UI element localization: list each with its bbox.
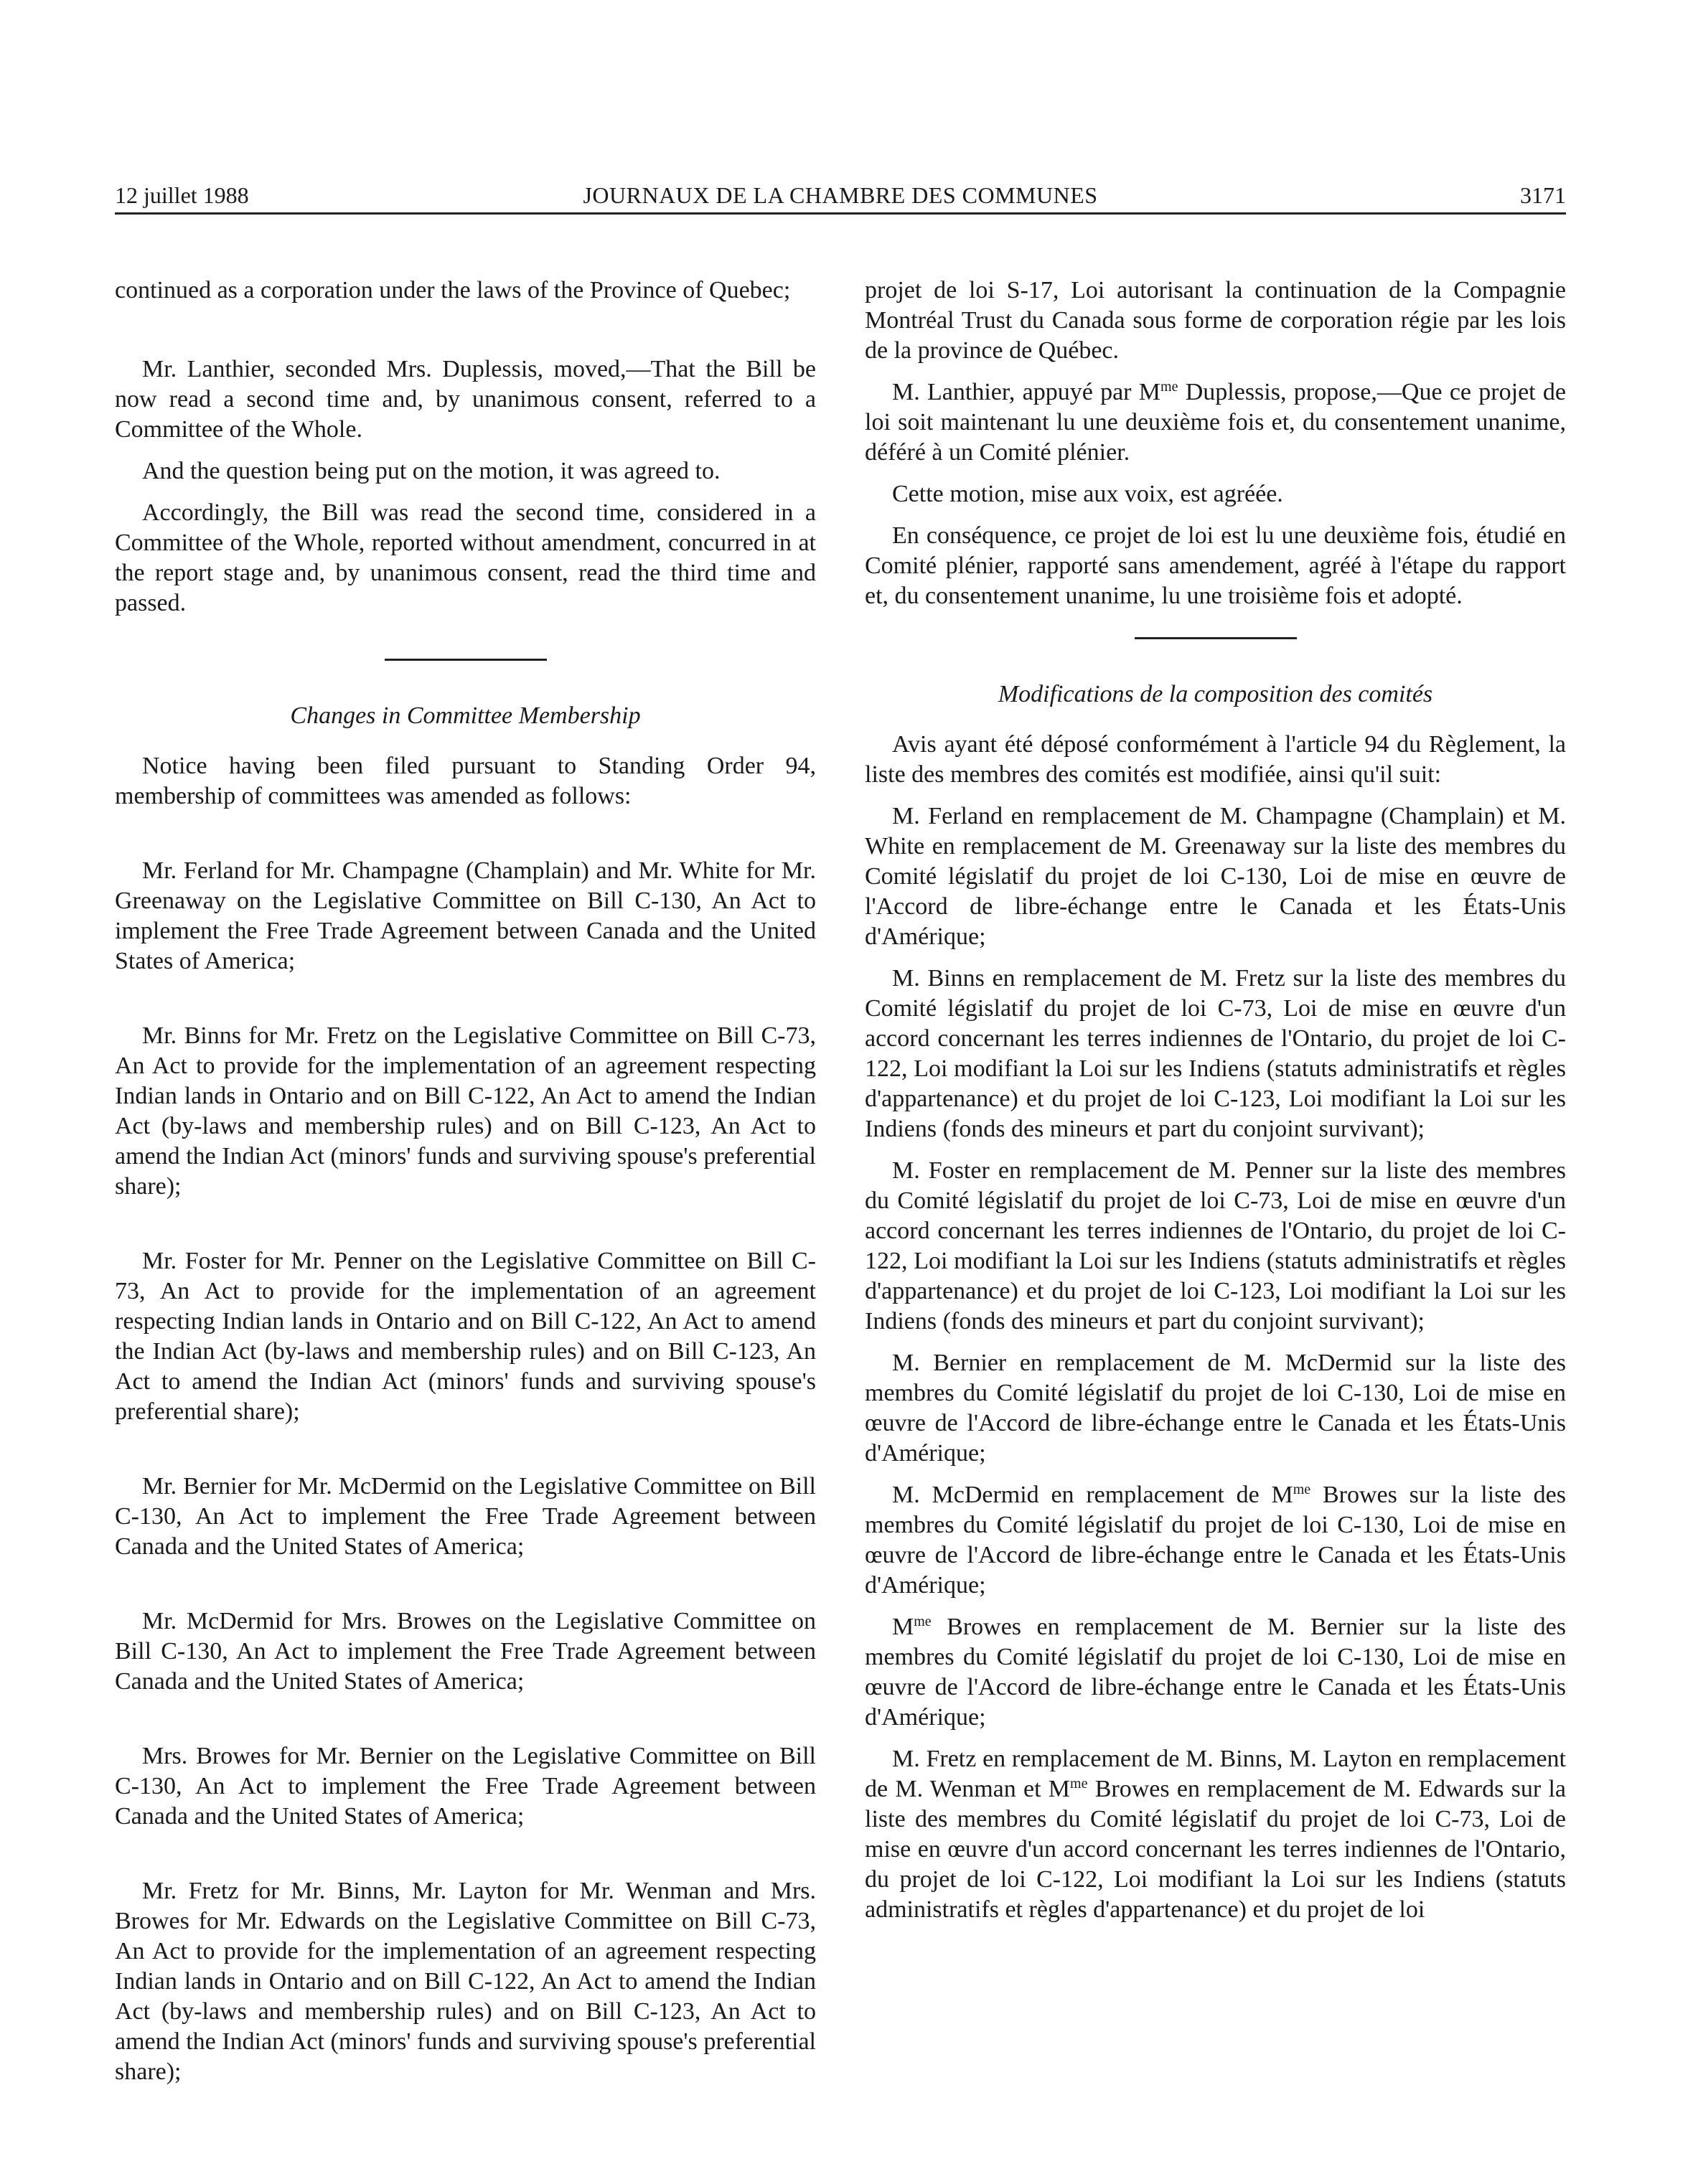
en-paragraph: Mr. McDermid for Mrs. Browes on the Legislative Committee on Bill C-130, An Act to implement the Free Trade Agreement between Canada and the United States of America; [115,1608,816,1695]
fr-text: M. Lanthier, appuyé par M [892,379,1161,405]
fr-paragraph: projet de loi S-17, Loi autorisant la continuation de la Compagnie Montréal Trust du Canada sous forme de corporation régie par les lois de la province de Québec. [865,277,1566,364]
fr-paragraph [865,1744,1566,1925]
en-paragraph: Mrs. Browes for Mr. Bernier on the Legislative Committee on Bill C-130, An Act to implement the Free Trade Agreement between Canada and the United States of America; [115,1743,816,1830]
fr-text: M [892,1614,914,1640]
en-paragraph: And the question being put on the motion, it was agreed to. [142,458,721,484]
fr-paragraph: Cette motion, mise aux voix, est agréée. [892,481,1283,507]
fr-paragraph: Avis ayant été déposé conformément à l'article 94 du Règlement, la liste des membres des comités est modifiée, ainsi qu'il suit: [865,731,1566,788]
en-paragraph: Mr. Ferland for Mr. Champagne (Champlain) and Mr. White for Mr. Greenaway on the Legislative Committee on Bill C-130, An Act to implement the Free Trade Agreement between Canada and the United States of America; [115,857,816,974]
en-section-title: Changes in Committee Membership [290,702,641,729]
fr-text: Browes sur la liste des membres du Comité législatif du projet de loi C-130, Loi de mise en œuvre de l'Accord de libre-échange entre le Canada et les États-Unis d'Amérique; [865,1482,1566,1599]
en-paragraph: Mr. Bernier for Mr. McDermid on the Legislative Committee on Bill C-130, An Act to implement the Free Trade Agreement between Canada and the United States of America; [115,1473,816,1560]
en-paragraph: Mr. Lanthier, seconded Mrs. Duplessis, moved,—That the Bill be now read a second time and, by unanimous consent, referred to a Committee of the Whole. [115,356,816,443]
fr-paragraph [865,377,1566,468]
fr-superscript: me [914,1614,932,1629]
fr-paragraph [865,1612,1566,1733]
fr-section-title: Modifications de la composition des comités [998,681,1433,707]
english-column [115,276,816,2099]
header-title: JOURNAUX DE LA CHAMBRE DES COMMUNES [583,182,1098,208]
fr-superscript: me [1160,379,1178,395]
fr-superscript: me [1070,1776,1088,1792]
fr-text: Browes en remplacement de M. Edwards sur la liste des membres du Comité législatif du projet de loi C-73, Loi de mise en œuvre d'un accord concernant les terres indiennes de l'Ontario, du projet de loi C-122, Loi modifiant la Loi sur les Indiens (statuts administratifs et règles d'appartenance) et du projet de loi [865,1776,1566,1923]
fr-text: M. Fretz en remplacement de M. Binns, M. Layton en remplacement de M. Wenman et M [865,1746,1566,1802]
fr-paragraph [865,1480,1566,1601]
fr-paragraph: M. Ferland en remplacement de M. Champagne (Champlain) et M. White en remplacement de M. Greenaway sur la liste des membres du Comité législatif du projet de loi C-130, Loi de mise en œuvre de l'Accord de libre-échange entre le Canada et les États-Unis d'Amérique; [865,803,1566,950]
fr-text: Browes en remplacement de M. Bernier sur la liste des membres du Comité législatif du projet de loi C-130, Loi de mise en œuvre de l'Accord de libre-échange entre le Canada et les États-Unis d'Amérique; [865,1614,1566,1731]
en-paragraph: Notice having been filed pursuant to Standing Order 94, membership of committees was amended as follows: [115,753,816,809]
header-date: 12 juillet 1988 [115,182,249,208]
fr-paragraph: M. Bernier en remplacement de M. McDermid sur la liste des membres du Comité législatif du projet de loi C-130, Loi de mise en œuvre de l'Accord de libre-échange entre le Canada et les États-Unis d'Amérique; [865,1350,1566,1467]
en-paragraph: continued as a corporation under the laws of the Province of Quebec; [115,277,791,303]
page-header [115,178,1566,215]
en-paragraph: Mr. Fretz for Mr. Binns, Mr. Layton for Mr. Wenman and Mrs. Browes for Mr. Edwards on the Legislative Committee on Bill C-73, An Act to provide for the implementation of an agreement respecting Indian lands in Ontario and on Bill C-122, An Act to amend the Indian Act (by-laws and membership rules) and on Bill C-123, An Act to amend the Indian Act (minors' funds and surviving spouse's preferential share); [115,1878,816,2085]
fr-text: Duplessis, propose,—Que ce projet de loi soit maintenant lu une deuxième fois et, du consentement unanime, déféré à un Comité plénier. [865,379,1566,466]
page-number: 3171 [1520,182,1566,208]
fr-superscript: me [1293,1482,1311,1497]
fr-paragraph: En conséquence, ce projet de loi est lu une deuxième fois, étudié en Comité plénier, rapporté sans amendement, agréé à l'étape du rapport et, du consentement unanime, lu une troisième fois et adopté. [865,522,1566,609]
fr-paragraph: M. Binns en remplacement de M. Fretz sur la liste des membres du Comité législatif du projet de loi C-73, Loi de mise en œuvre d'un accord concernant les terres indiennes de l'Ontario, du projet de loi C-122, Loi modifiant la Loi sur les Indiens (statuts administratifs et règles d'appartenance) et du projet de loi C-123, Loi modifiant la Loi sur les Indiens (fonds des mineurs et part du conjoint survivant); [865,965,1566,1142]
section-divider [1135,637,1297,639]
fr-paragraph: M. Foster en remplacement de M. Penner sur la liste des membres du Comité législatif du projet de loi C-73, Loi de mise en œuvre d'un accord concernant les terres indiennes de l'Ontario, du projet de loi C-122, Loi modifiant la Loi sur les Indiens (statuts administratifs et règles d'appartenance) et du projet de loi C-123, Loi modifiant la Loi sur les Indiens (fonds des mineurs et part du conjoint survivant); [865,1157,1566,1335]
en-paragraph: Mr. Foster for Mr. Penner on the Legislative Committee on Bill C-73, An Act to provide for the implementation of an agreement respecting Indian lands in Ontario and on Bill C-122, An Act to amend the Indian Act (by-laws and membership rules) and on Bill C-123, An Act to amend the Indian Act (minors' funds and surviving spouse's preferential share); [115,1248,816,1425]
fr-text: M. McDermid en remplacement de M [892,1482,1293,1508]
section-divider [385,659,547,661]
en-paragraph: Accordingly, the Bill was read the second time, considered in a Committee of the Whole, reported without amendment, concurred in at the report stage and, by unanimous consent, read the third time and passed. [115,499,816,616]
en-paragraph: Mr. Binns for Mr. Fretz on the Legislative Committee on Bill C-73, An Act to provide for the implementation of an agreement respecting Indian lands in Ontario and on Bill C-122, An Act to amend the Indian Act (by-laws and membership rules) and on Bill C-123, An Act to amend the Indian Act (minors' funds and surviving spouse's preferential share); [115,1022,816,1200]
french-column [865,276,1566,1936]
